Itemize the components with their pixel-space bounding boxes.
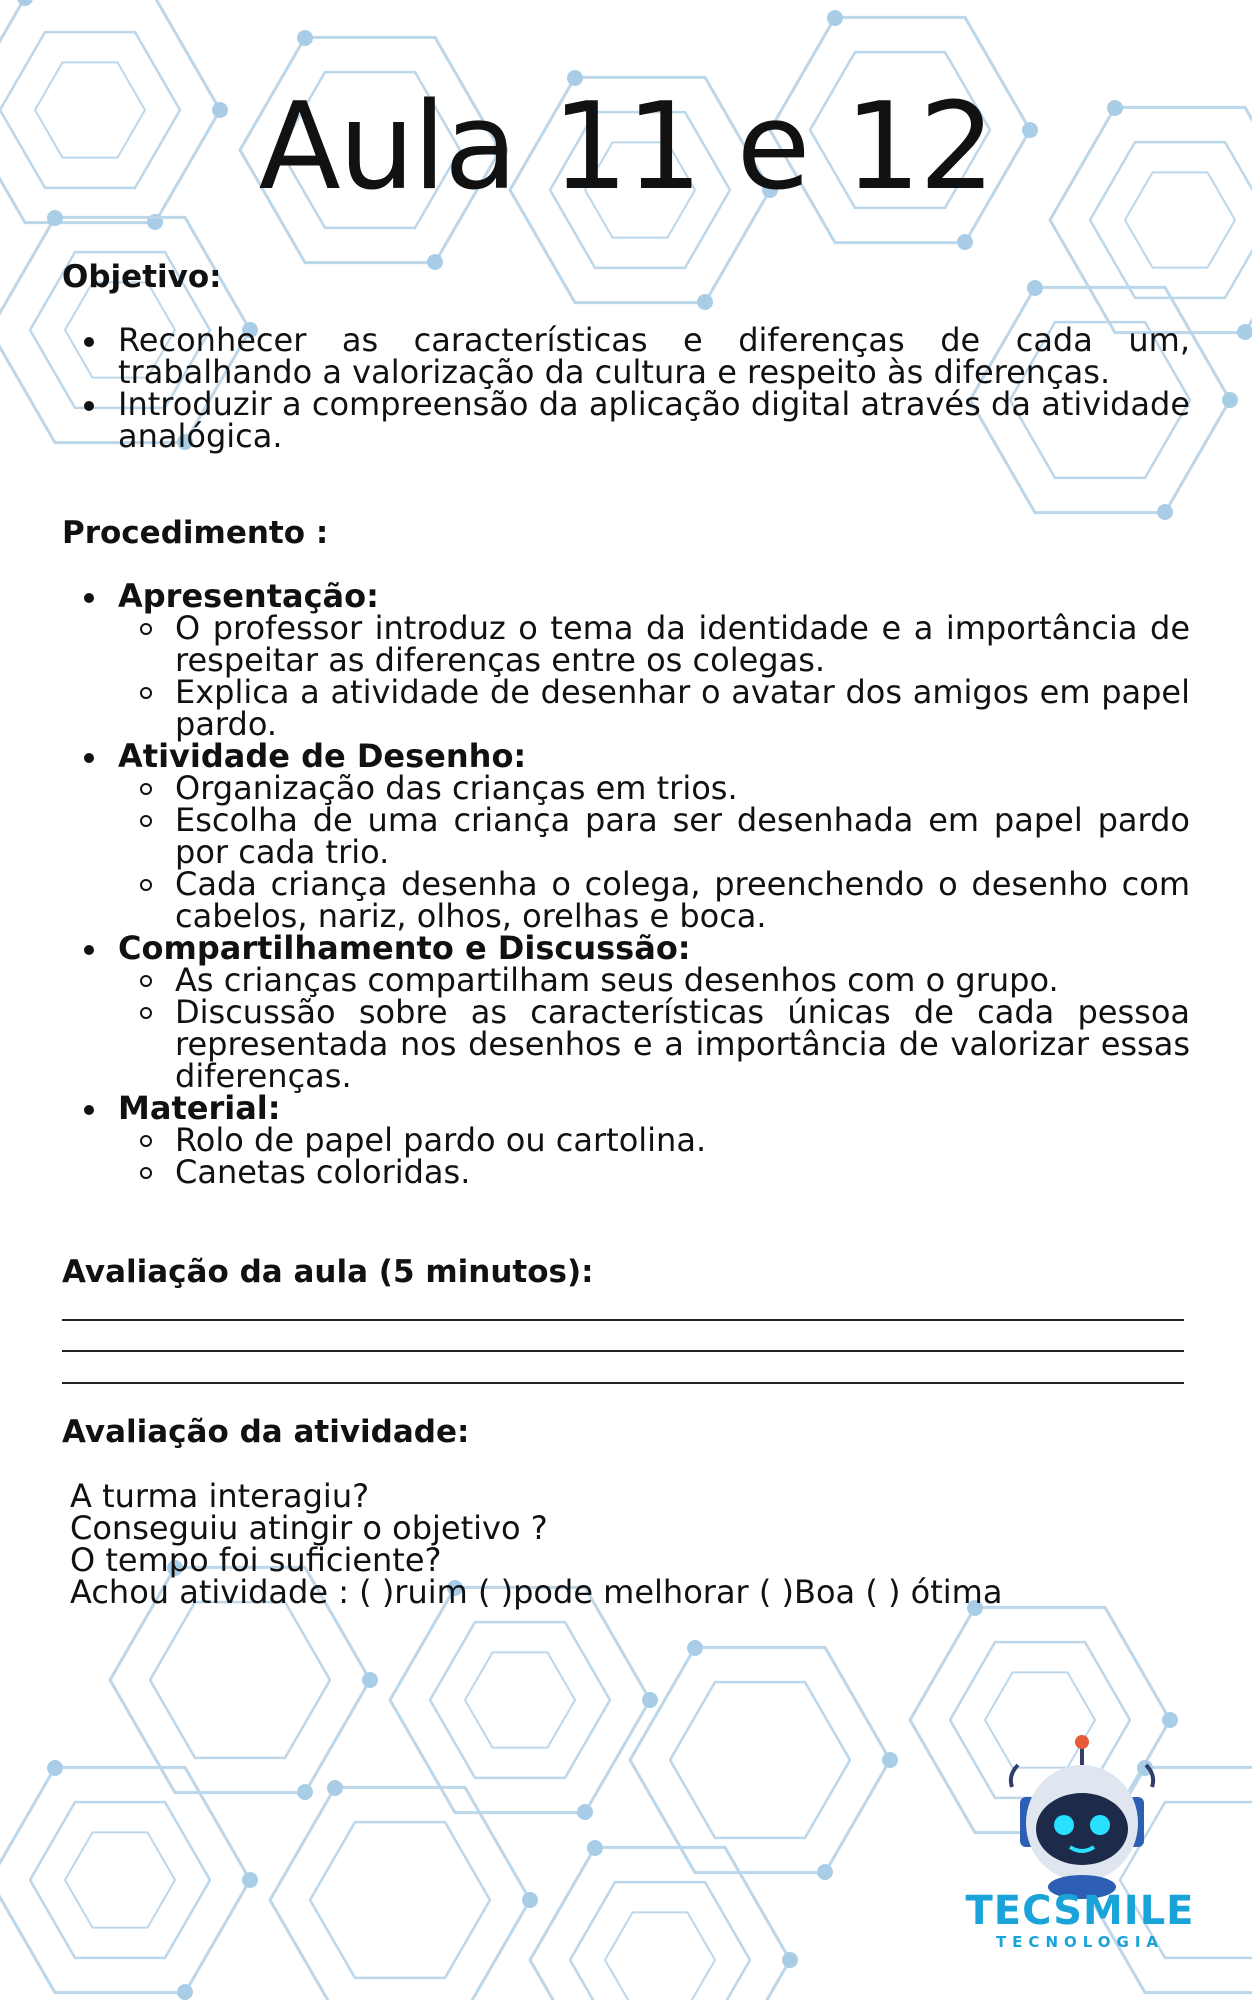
avaliacao-aula-heading: Avaliação da aula (5 minutos): [62, 1254, 594, 1290]
section-title: Material: [118, 1089, 281, 1127]
procedimento-step: Explica a atividade de desenhar o avatar dos amigos em papel pardo. [118, 676, 1190, 740]
procedimento-section [62, 1089, 1190, 1191]
procedimento-section [62, 577, 1190, 743]
procedimento-step: Escolha de uma criança para ser desenhada em papel pardo por cada trio. [118, 804, 1190, 868]
procedimento-step: As crianças compartilham seus desenhos com o grupo. [118, 964, 1190, 996]
evaluation-question: Conseguiu atingir o objetivo ? [70, 1509, 548, 1547]
avaliacao-atividade-heading: Avaliação da atividade: [62, 1414, 470, 1450]
procedimento-section [62, 929, 1190, 1095]
objetivo-item: Introduzir a compreensão da aplicação digital através da atividade analógica. [62, 388, 1190, 452]
section-title: Apresentação: [118, 577, 379, 615]
procedimento-step: Canetas coloridas. [118, 1156, 1190, 1188]
brand-tagline: TECNOLOGIA [995, 1933, 1165, 1951]
evaluation-question: A turma interagiu? [70, 1477, 370, 1515]
section-title: Atividade de Desenho: [118, 737, 527, 775]
procedimento-step: Cada criança desenha o colega, preenchendo o desenho com cabelos, nariz, olhos, orelhas e boca. [118, 868, 1190, 932]
page-title: Aula 11 e 12 [258, 78, 994, 217]
evaluation-question: Achou atividade : ( )ruim ( )pode melhorar ( )Boa ( ) ótima [70, 1573, 1003, 1611]
answer-line[interactable] [62, 1382, 1184, 1384]
procedimento-list [62, 577, 1190, 1191]
objetivo-list [62, 321, 1190, 455]
procedimento-section [62, 737, 1190, 935]
answer-line[interactable] [62, 1319, 1184, 1321]
objetivo-heading: Objetivo: [62, 259, 222, 295]
evaluation-question: O tempo foi suficiente? [70, 1541, 442, 1579]
procedimento-step: Rolo de papel pardo ou cartolina. [118, 1124, 1190, 1156]
procedimento-heading: Procedimento : [62, 515, 329, 551]
procedimento-step: Organização das crianças em trios. [118, 772, 1190, 804]
answer-line[interactable] [62, 1350, 1184, 1352]
brand-name: TECSMILE [965, 1888, 1195, 1934]
procedimento-step: Discussão sobre as características únicas de cada pessoa representada nos desenhos e a importância de valorizar essas diferenças. [118, 996, 1190, 1092]
objetivo-item: Reconhecer as características e diferenças de cada um, trabalhando a valorização da cultura e respeito às diferenças. [62, 324, 1190, 388]
procedimento-step: O professor introduz o tema da identidade e a importância de respeitar as diferenças entre os colegas. [118, 612, 1190, 676]
section-title: Compartilhamento e Discussão: [118, 929, 691, 967]
